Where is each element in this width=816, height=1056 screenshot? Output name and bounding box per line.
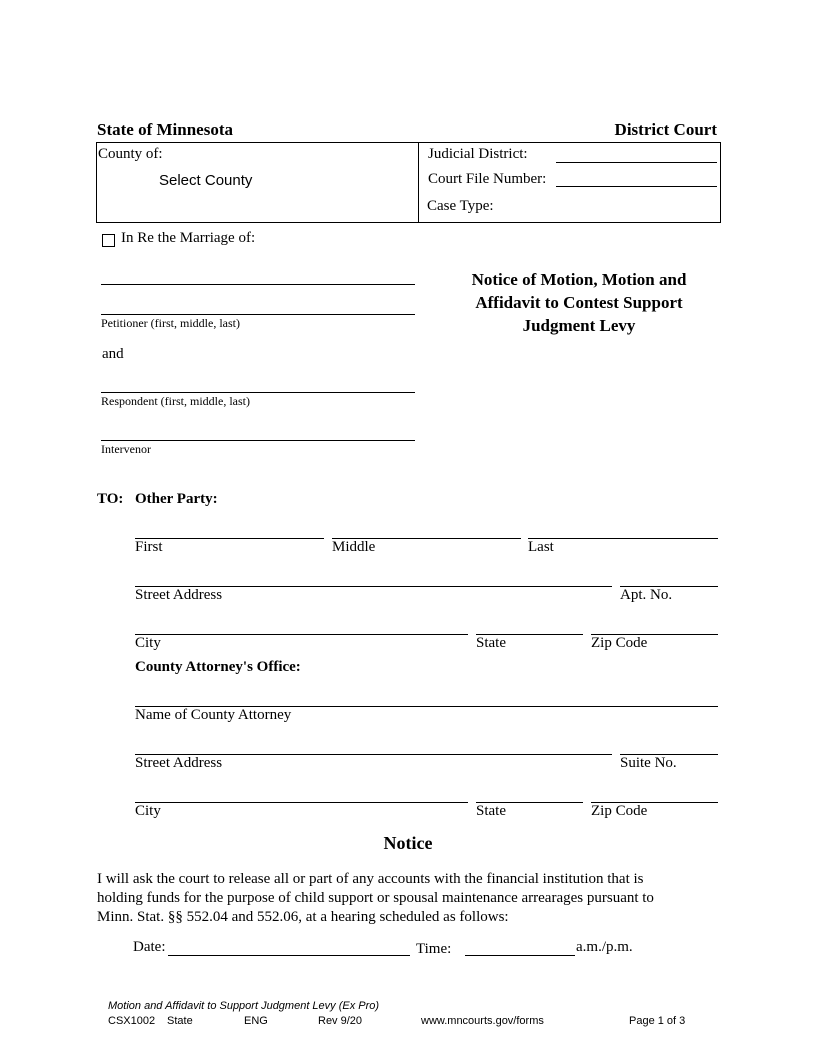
ca-street-label: Street Address bbox=[135, 755, 223, 771]
court-heading: District Court bbox=[614, 120, 717, 139]
suite-label: Suite No. bbox=[620, 755, 677, 771]
city-label: City bbox=[135, 635, 161, 651]
first-label: First bbox=[135, 539, 163, 555]
to-label: TO: bbox=[97, 491, 124, 507]
ca-state-label: State bbox=[476, 803, 506, 819]
county-select[interactable]: Select County bbox=[159, 172, 253, 189]
notice-body bbox=[97, 870, 737, 927]
intervenor-line[interactable] bbox=[101, 440, 415, 441]
county-attorney-heading: County Attorney's Office: bbox=[135, 659, 301, 675]
petitioner-line-2[interactable] bbox=[101, 314, 415, 315]
other-party-city-field[interactable] bbox=[135, 634, 468, 635]
petitioner-line-1[interactable] bbox=[101, 284, 415, 285]
street-label: Street Address bbox=[135, 587, 223, 603]
document-title-line-3: Judgment Levy bbox=[522, 316, 636, 335]
state-label: State bbox=[476, 635, 506, 651]
notice-line-1: I will ask the court to release all or part of any accounts with the financial institution that is bbox=[97, 871, 644, 887]
ca-zip-label: Zip Code bbox=[591, 803, 648, 819]
county-attorney-city-field[interactable] bbox=[135, 802, 468, 803]
and-text: and bbox=[102, 346, 124, 362]
middle-label: Middle bbox=[332, 539, 376, 555]
other-party-last-field[interactable] bbox=[528, 538, 718, 539]
county-label: County of: bbox=[98, 146, 163, 162]
other-party-heading: Other Party: bbox=[135, 491, 218, 507]
marriage-label: In Re the Marriage of: bbox=[121, 230, 256, 246]
hearing-time-field[interactable] bbox=[465, 955, 575, 956]
document-title bbox=[440, 268, 718, 337]
county-attorney-name-label: Name of County Attorney bbox=[135, 707, 292, 723]
case-type-label: Case Type: bbox=[427, 198, 494, 214]
time-label: Time: bbox=[416, 941, 452, 957]
respondent-label: Respondent (first, middle, last) bbox=[101, 394, 250, 408]
last-label: Last bbox=[528, 539, 554, 555]
footer-language: ENG bbox=[244, 1015, 268, 1027]
intervenor-label: Intervenor bbox=[101, 442, 151, 456]
notice-heading: Notice bbox=[383, 833, 433, 853]
footer-revision: Rev 9/20 bbox=[318, 1015, 363, 1027]
marriage-checkbox[interactable] bbox=[102, 234, 115, 247]
zip-label: Zip Code bbox=[591, 635, 648, 651]
judicial-district-label: Judicial District: bbox=[428, 146, 528, 162]
respondent-line[interactable] bbox=[101, 392, 415, 393]
document-title-line-2: Affidavit to Contest Support bbox=[475, 293, 683, 312]
footer-form-title: Motion and Affidavit to Support Judgment Levy (Ex Pro) bbox=[108, 1000, 380, 1012]
notice-line-3: Minn. Stat. §§ 552.04 and 552.06, at a hearing scheduled as follows: bbox=[97, 909, 509, 925]
footer-form-code: CSX1002 bbox=[108, 1015, 156, 1027]
notice-line-2: holding funds for the purpose of child support or spousal maintenance arrearages pursuant to bbox=[97, 890, 654, 906]
ampm-label: a.m./p.m. bbox=[576, 939, 633, 955]
judicial-district-field[interactable] bbox=[556, 162, 717, 163]
caption-divider bbox=[418, 142, 419, 222]
footer-page-number: Page 1 of 3 bbox=[629, 1015, 686, 1027]
hearing-date-field[interactable] bbox=[168, 955, 410, 956]
other-party-first-field[interactable] bbox=[135, 538, 324, 539]
petitioner-label: Petitioner (first, middle, last) bbox=[101, 316, 240, 330]
footer-state: State bbox=[167, 1015, 193, 1027]
state-heading: State of Minnesota bbox=[97, 120, 233, 139]
court-file-label: Court File Number: bbox=[428, 171, 547, 187]
apt-label: Apt. No. bbox=[620, 587, 673, 603]
date-label: Date: bbox=[133, 939, 166, 955]
document-title-line-1: Notice of Motion, Motion and bbox=[471, 270, 687, 289]
footer-url: www.mncourts.gov/forms bbox=[421, 1015, 544, 1027]
ca-city-label: City bbox=[135, 803, 161, 819]
court-file-number-field[interactable] bbox=[556, 186, 717, 187]
